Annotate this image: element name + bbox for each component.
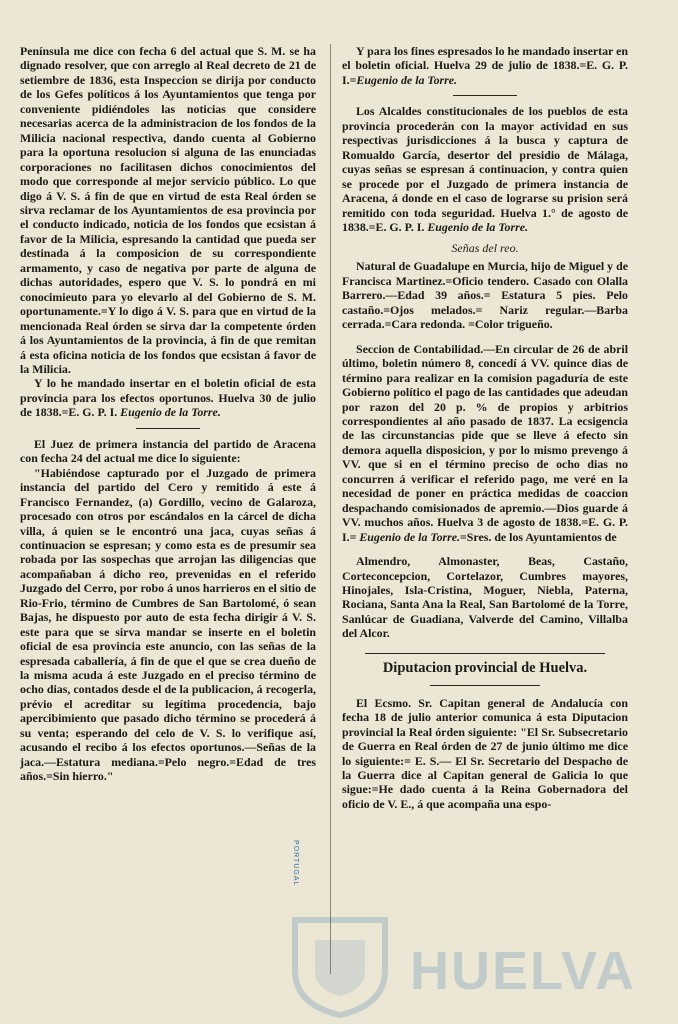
signature: Eugenio de la Torre. — [359, 529, 461, 544]
signature: Eugenio de la Torre. — [120, 405, 221, 420]
paragraph-contabilidad: Seccion de Contabilidad.—En circular de 26 de abril último, boletin número 8, concedí á VV. quince dias de término para realizar en la comision pagaduría de este Gobierno político el pago de las cantidades que adeudan por razon del 20 p. % de propios y arbitrios correspondientes al año pasado de 1837. La ecsigencia de las circunstancias pide que se lleve á efecto sin demora aquella disposicion, y por lo mismo prevengo á VV. que si en el término preciso de ocho dias no concurren á verificar el referido pago, me veré en la necesidad de poner en práctica medidas de coaccion despachando comisionados de apremio.—Dios guarde á VV. muchos años. Huelva 3 de agosto de 1838.=E. G. P. I.= Eugenio de la Torre.=Sres. de los Ayuntamientos de — [342, 341, 628, 544]
section-divider — [453, 95, 517, 96]
section-heading: Diputacion provincial de Huelva. — [382, 659, 588, 676]
paragraph-milicia: Península me dice con fecha 6 del actual que S. M. se ha dignado resolver, que con arreglo al Real decreto de 21 de setiembre de 1836, esta Inspeccion se dirija por conducto de los Gefes políticos á los Ayuntamientos que tenga por conveniente pidiéndoles las noticias que considere necesarias acerca de la administracion de los fondos de la Milicia nacional respectiva, dando cuenta al Gobierno para la oportuna resolucion si alguna de las enunciadas corporaciones no facilitasen dichos conocimientos del modo que corresponde al mejor servicio público. Lo que digo á V. S. á fin de que en virtud de esta Real órden se sirva reclamar de los Ayuntamientos de esa provincia por el conducto indicado, noticia de los fondos que ecsistan á favor de la Milicia, espresando la cantidad que pueda ser destinada á la composicion de su correspondiente armamento, y caso de negativa por parte de alguna de dichas autoridades, espero que V. S. lo pondrá en mi conocimieuto para yo elevarlo al del Gobierno de S. M. oportunamente.=Y lo digo á V. S. para que en virtud de la mencionada Real órden se sirva dar la competente órden á los Ayuntamientos de la provincia, á fin de que remitan á esta oficina noticia de los fondos que ecsistan á favor de la Milicia. — [20, 44, 316, 376]
section-divider — [365, 653, 605, 654]
paragraph-insertion-notice-2: Y para los fines espresados lo he mandado insertar en el boletin oficial. Huelva 29 de julio de 1838.=E. G. P. I.=Eugenio de la Torre. — [342, 44, 628, 87]
subheading-senas: Señas del reo. — [451, 241, 519, 256]
paragraph-jaca-notice: "Habiéndose capturado por el Juzgado de primera instancia del partido del Cero y remitido á este á Francisco Fernandez, (a) Gordillo, vecino de Galaroza, procesado con otros por escándalos en la cárcel de dicha villa, á quien se le encontró una jaca, cuyas señas á continuacion se espresan; y como esta es de presumir sea robada por las sospechas que arrojan las diligencias que acompañaban á dicho reo, prevenidas en el referido Juzgado del Cerro, por robo á unos harrieros en el sitio de Rio-Frio, término de Cumbres de San Bartolomé, ó sean Bajas, he dispuesto por auto de esta fecha dirigir á V. S. este para que se sirva mandar se inserte en el boletin oficial de esa provincia este anuncio, con las señas de la espresada caballería, á fin de que el que se crea dueño de la misma acuda á este Juzgado en el preciso término de ocho dias, contados desde el de la publicacion, á recogerla, prévio el acreditar su legítima procedencia, bajo apercibimiento que pasado dicho término se procederá á su venta; esperando del celo de V. S. lo verifique así, acusando el recibo á los efectos oportunos.—Señas de la jaca.—Estatura mediana.=Pelo negro.=Edad de tres años.=Sin hierro." — [20, 465, 316, 784]
paragraph-juez-aracena: El Juez de primera instancia del partido de Aracena con fecha 24 del actual me dice lo siguiente: — [20, 436, 316, 466]
paragraph-diputacion: El Ecsmo. Sr. Capitan general de Andalucía con fecha 18 de julio anterior comunica á esta Diputacion provincial la Real órden siguiente: "El Sr. Subsecretario de Guerra en Real órden de 27 de junio último me dice lo siguiente:= E. S.— El Sr. Secretario del Despacho de la Guerra dice al Capitan general de Galicia lo que sigue:=He dado cuenta á la Reina Gobernadora del oficio de V. E., á que acompaña una espo- — [342, 695, 628, 811]
signature: Eugenio de la Torre. — [427, 219, 528, 234]
signature: Eugenio de la Torre. — [356, 72, 458, 87]
paragraph-insertion-notice: Y lo he mandado insertar en el boletin oficial de esta provincia para los efectos oportunos. Huelva 30 de julio de 1838.=E. G. P. I. Eugenio de la Torre. — [20, 376, 316, 420]
section-divider — [430, 685, 540, 686]
column-divider — [330, 44, 331, 974]
section-divider — [136, 428, 200, 429]
paragraph-senas-reo: Natural de Guadalupe en Murcia, hijo de Miguel y de Francisca Martinez.=Oficio tendero. Casado con Olalla Barrero.—Edad 39 años.= Estatura 5 pies. Pelo castaño.=Ojos melados.= Nariz regular.—Barba cerrada.=Cara redonda. =Color trigueño. — [342, 259, 628, 332]
watermark-vertical-text: PORTUGAL — [292, 840, 299, 887]
watermark-text: HUELVA — [410, 941, 636, 1001]
right-column — [342, 44, 628, 811]
paragraph-captura: Los Alcaldes constitucionales de los pueblos de esta provincia procederán con la mayor actividad en sus respectivas jurisdicciones á la busca y captura de Romualdo García, desertor del presidio de Málaga, cuyas señas se espresan á continuacion, y contra quien se procede por el Juzgado de primera instancia de Aracena, á donde en el caso de lograrse su prision será remitido con toda seguridad. Huelva 1.° de agosto de 1838.=E. G. P. I. Eugenio de la Torre. — [342, 104, 628, 234]
shield-icon — [280, 910, 400, 1020]
left-column — [20, 44, 316, 784]
paragraph-pueblos-list: Almendro, Almonaster, Beas, Castaño, Corteconcepcion, Cortelazor, Cumbres mayores, Hinojales, Isla-Cristina, Moguer, Niebla, Paterna, Rociana, Santa Ana la Real, San Bartolomé de la Torre, Sanlúcar de Guadiana, Valverde del Camino, Villalba del Alcor. — [342, 554, 628, 641]
archive-watermark — [280, 910, 660, 1020]
